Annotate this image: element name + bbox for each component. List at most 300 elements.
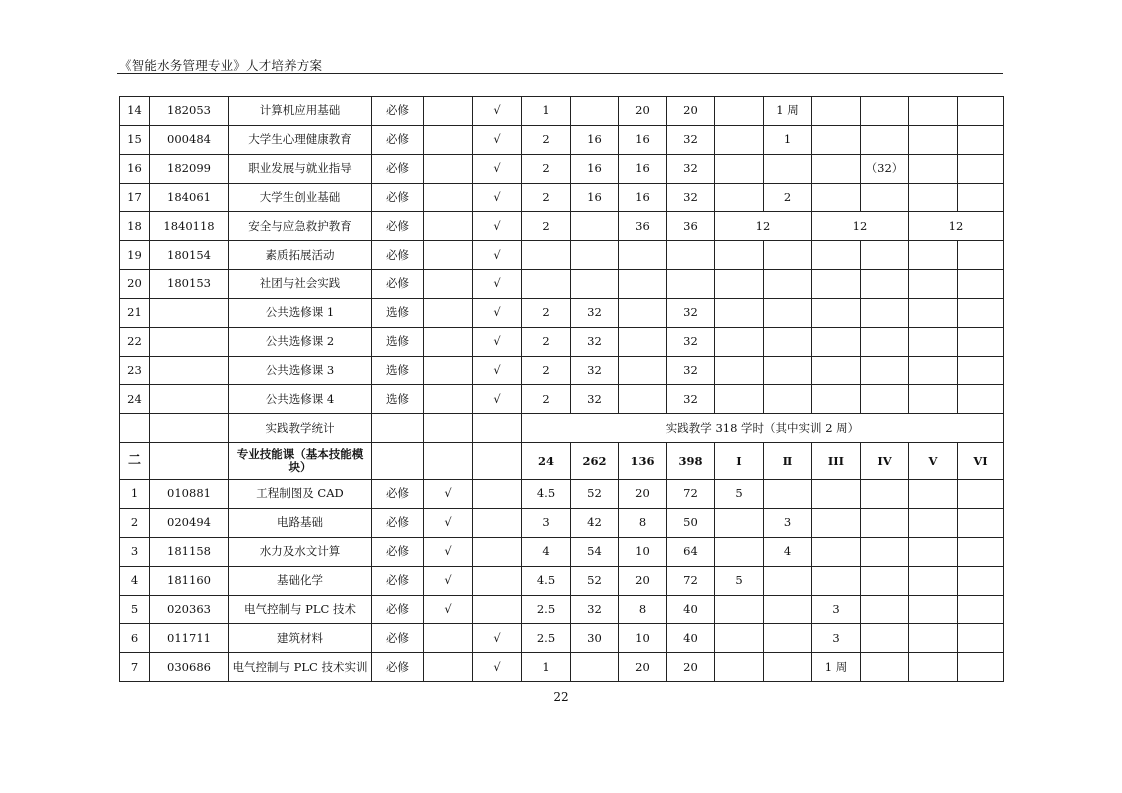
cell-theory-hours (571, 270, 619, 299)
cell-total-hours: 40 (667, 595, 715, 624)
cell-check: √ (473, 624, 522, 653)
cell-sem4 (861, 566, 909, 595)
cell-sem1 (715, 327, 764, 356)
cell-credits: 2 (522, 183, 571, 212)
cell-theory-hours: 16 (571, 183, 619, 212)
cell-sem1 (715, 241, 764, 270)
cell-code: 030686 (150, 653, 229, 682)
table-row (120, 270, 1004, 299)
cell-sem1 (715, 385, 764, 414)
cell-exam (424, 414, 473, 443)
cell-seq: 二 (120, 443, 150, 480)
cell-sem3: 3 (812, 624, 861, 653)
header-rule (117, 73, 1003, 74)
cell-course-name: 安全与应急救护教育 (229, 212, 372, 241)
cell-theory-hours: 32 (571, 298, 619, 327)
cell-seq: 22 (120, 327, 150, 356)
cell-sem2: 4 (764, 537, 812, 566)
table-row (120, 385, 1004, 414)
cell-check (473, 566, 522, 595)
cell-sem6: VI (958, 443, 1004, 480)
cell-sem3 (812, 356, 861, 385)
cell-sem4 (861, 624, 909, 653)
cell-practice-hours: 20 (619, 480, 667, 509)
cell-code: 011711 (150, 624, 229, 653)
cell-sem1 (715, 595, 764, 624)
cell-course-name: 大学生心理健康教育 (229, 125, 372, 154)
cell-sem1 (715, 154, 764, 183)
cell-seq: 3 (120, 537, 150, 566)
cell-exam (424, 241, 473, 270)
cell-seq: 17 (120, 183, 150, 212)
section-header-row (120, 443, 1004, 480)
cell-type: 必修 (372, 566, 424, 595)
cell-code: 181158 (150, 537, 229, 566)
cell-type: 选修 (372, 385, 424, 414)
cell-check (473, 537, 522, 566)
cell-course-name: 公共选修课 1 (229, 298, 372, 327)
cell-total-hours: 32 (667, 183, 715, 212)
cell-sem1-2: 12 (715, 212, 812, 241)
cell-sem2 (764, 480, 812, 509)
cell-sem2: 1 周 (764, 97, 812, 126)
cell-sem5 (909, 183, 958, 212)
cell-sem1: 5 (715, 480, 764, 509)
cell-sem3 (812, 154, 861, 183)
cell-exam (424, 154, 473, 183)
cell-total-hours: 32 (667, 125, 715, 154)
cell-sem6 (958, 298, 1004, 327)
cell-practice-hours: 10 (619, 537, 667, 566)
cell-sem6 (958, 270, 1004, 299)
cell-credits: 4.5 (522, 566, 571, 595)
cell-code (150, 298, 229, 327)
cell-check: √ (473, 97, 522, 126)
cell-sem4 (861, 508, 909, 537)
cell-course-name: 大学生创业基础 (229, 183, 372, 212)
cell-sem3 (812, 537, 861, 566)
table-row (120, 356, 1004, 385)
cell-course-name: 公共选修课 4 (229, 385, 372, 414)
cell-practice-hours: 20 (619, 97, 667, 126)
cell-theory-hours: 32 (571, 327, 619, 356)
cell-exam: √ (424, 508, 473, 537)
table-row (120, 508, 1004, 537)
cell-seq: 14 (120, 97, 150, 126)
cell-type: 必修 (372, 183, 424, 212)
cell-type: 选修 (372, 356, 424, 385)
cell-seq: 7 (120, 653, 150, 682)
cell-practice-hours: 20 (619, 566, 667, 595)
table-row (120, 154, 1004, 183)
cell-sem4 (861, 385, 909, 414)
cell-sem5 (909, 327, 958, 356)
cell-sem5 (909, 241, 958, 270)
cell-sem4 (861, 356, 909, 385)
cell-total-hours: 32 (667, 154, 715, 183)
cell-type (372, 443, 424, 480)
cell-code: 182053 (150, 97, 229, 126)
cell-exam (424, 327, 473, 356)
cell-sem5 (909, 508, 958, 537)
cell-type: 必修 (372, 508, 424, 537)
cell-seq: 20 (120, 270, 150, 299)
cell-sem4 (861, 327, 909, 356)
cell-sem5-6: 12 (909, 212, 1004, 241)
cell-sem3 (812, 97, 861, 126)
cell-total-hours: 32 (667, 385, 715, 414)
table-row (120, 414, 1004, 443)
cell-type: 必修 (372, 480, 424, 509)
cell-sem3 (812, 327, 861, 356)
cell-exam (424, 356, 473, 385)
cell-code: 010881 (150, 480, 229, 509)
cell-code (150, 443, 229, 480)
cell-course-name: 电路基础 (229, 508, 372, 537)
practice-stat-label: 实践教学统计 (229, 414, 372, 443)
table-row (120, 241, 1004, 270)
cell-code (150, 385, 229, 414)
cell-sem5 (909, 595, 958, 624)
cell-sem2 (764, 566, 812, 595)
cell-sem5 (909, 356, 958, 385)
cell-sem3 (812, 480, 861, 509)
cell-credits: 2.5 (522, 595, 571, 624)
table-row (120, 480, 1004, 509)
cell-check: √ (473, 385, 522, 414)
cell-sem2 (764, 327, 812, 356)
cell-sem3 (812, 125, 861, 154)
table-row (120, 624, 1004, 653)
cell-credits: 2 (522, 356, 571, 385)
cell-code: 000484 (150, 125, 229, 154)
cell-total-hours: 64 (667, 537, 715, 566)
cell-practice-hours: 36 (619, 212, 667, 241)
cell-seq: 1 (120, 480, 150, 509)
cell-total-hours: 398 (667, 443, 715, 480)
cell-sem4 (861, 595, 909, 624)
cell-practice-hours: 8 (619, 595, 667, 624)
cell-exam (424, 624, 473, 653)
cell-exam (424, 212, 473, 241)
cell-sem2: Ⅱ (764, 443, 812, 480)
cell-course-name: 素质拓展活动 (229, 241, 372, 270)
cell-course-name: 建筑材料 (229, 624, 372, 653)
cell-sem5 (909, 653, 958, 682)
cell-practice-hours (619, 385, 667, 414)
cell-check (473, 443, 522, 480)
cell-sem5 (909, 624, 958, 653)
cell-exam (424, 125, 473, 154)
cell-code: 181160 (150, 566, 229, 595)
document-header-title: 《智能水务管理专业》人才培养方案 (119, 58, 323, 73)
cell-total-hours: 20 (667, 653, 715, 682)
cell-sem3 (812, 508, 861, 537)
cell-sem1 (715, 356, 764, 385)
cell-theory-hours: 32 (571, 385, 619, 414)
cell-practice-hours: 20 (619, 653, 667, 682)
cell-total-hours: 32 (667, 327, 715, 356)
cell-exam (424, 443, 473, 480)
cell-sem1 (715, 298, 764, 327)
cell-sem2 (764, 653, 812, 682)
cell-sem2: 1 (764, 125, 812, 154)
table-row (120, 327, 1004, 356)
cell-course-name: 公共选修课 3 (229, 356, 372, 385)
cell-seq: 18 (120, 212, 150, 241)
cell-sem4 (861, 653, 909, 682)
cell-sem5 (909, 125, 958, 154)
page-number: 22 (553, 690, 569, 704)
cell-sem5 (909, 385, 958, 414)
cell-code (150, 356, 229, 385)
cell-sem1 (715, 508, 764, 537)
cell-theory-hours: 52 (571, 480, 619, 509)
cell-type: 必修 (372, 97, 424, 126)
cell-sem1: Ⅰ (715, 443, 764, 480)
cell-course-name: 专业技能课（基本技能模块） (229, 443, 372, 480)
cell-exam: √ (424, 566, 473, 595)
cell-practice-hours (619, 298, 667, 327)
cell-sem3 (812, 298, 861, 327)
cell-code (150, 414, 229, 443)
cell-sem6 (958, 241, 1004, 270)
cell-sem6 (958, 327, 1004, 356)
cell-practice-hours (619, 241, 667, 270)
cell-sem6 (958, 624, 1004, 653)
cell-check: √ (473, 653, 522, 682)
cell-total-hours (667, 241, 715, 270)
cell-sem2 (764, 298, 812, 327)
table-row (120, 212, 1004, 241)
cell-seq: 6 (120, 624, 150, 653)
cell-sem5 (909, 298, 958, 327)
cell-seq: 5 (120, 595, 150, 624)
cell-check (473, 480, 522, 509)
cell-sem1 (715, 270, 764, 299)
cell-sem3: 1 周 (812, 653, 861, 682)
cell-exam (424, 97, 473, 126)
cell-credits: 2 (522, 385, 571, 414)
cell-credits: 3 (522, 508, 571, 537)
cell-total-hours: 20 (667, 97, 715, 126)
table-row (120, 298, 1004, 327)
cell-exam (424, 183, 473, 212)
cell-theory-hours: 54 (571, 537, 619, 566)
cell-check (473, 508, 522, 537)
cell-sem5 (909, 97, 958, 126)
cell-course-name: 电气控制与 PLC 技术实训 (229, 653, 372, 682)
cell-sem1 (715, 183, 764, 212)
cell-total-hours: 72 (667, 480, 715, 509)
cell-sem3: 3 (812, 595, 861, 624)
cell-sem2 (764, 241, 812, 270)
cell-practice-hours: 16 (619, 183, 667, 212)
cell-sem6 (958, 385, 1004, 414)
cell-course-name: 基础化学 (229, 566, 372, 595)
cell-check: √ (473, 154, 522, 183)
cell-course-name: 社团与社会实践 (229, 270, 372, 299)
cell-sem1 (715, 97, 764, 126)
cell-course-name: 电气控制与 PLC 技术 (229, 595, 372, 624)
cell-course-name: 工程制图及 CAD (229, 480, 372, 509)
cell-check (473, 414, 522, 443)
cell-code: 182099 (150, 154, 229, 183)
cell-theory-hours: 16 (571, 154, 619, 183)
cell-credits (522, 241, 571, 270)
cell-sem5 (909, 480, 958, 509)
cell-sem2 (764, 270, 812, 299)
cell-check: √ (473, 270, 522, 299)
cell-credits: 2 (522, 298, 571, 327)
cell-practice-hours (619, 270, 667, 299)
cell-sem1 (715, 537, 764, 566)
cell-credits: 2 (522, 212, 571, 241)
cell-sem4 (861, 125, 909, 154)
cell-credits: 24 (522, 443, 571, 480)
cell-sem6 (958, 183, 1004, 212)
cell-exam (424, 653, 473, 682)
cell-sem2 (764, 154, 812, 183)
cell-sem1 (715, 125, 764, 154)
cell-seq: 24 (120, 385, 150, 414)
cell-sem4 (861, 241, 909, 270)
cell-theory-hours (571, 97, 619, 126)
cell-sem4: （32） (861, 154, 909, 183)
cell-theory-hours: 32 (571, 595, 619, 624)
cell-theory-hours: 52 (571, 566, 619, 595)
cell-type: 必修 (372, 212, 424, 241)
cell-sem3: III (812, 443, 861, 480)
cell-type: 必修 (372, 653, 424, 682)
cell-seq: 2 (120, 508, 150, 537)
cell-sem3 (812, 385, 861, 414)
cell-theory-hours: 16 (571, 125, 619, 154)
cell-practice-hours: 16 (619, 154, 667, 183)
cell-theory-hours (571, 212, 619, 241)
cell-seq (120, 414, 150, 443)
table-row (120, 595, 1004, 624)
cell-course-name: 水力及水文计算 (229, 537, 372, 566)
cell-check: √ (473, 356, 522, 385)
cell-seq: 23 (120, 356, 150, 385)
cell-credits: 1 (522, 653, 571, 682)
cell-theory-hours (571, 241, 619, 270)
cell-sem1: 5 (715, 566, 764, 595)
cell-sem4 (861, 270, 909, 299)
curriculum-table (119, 96, 1004, 682)
cell-exam (424, 385, 473, 414)
table-row (120, 183, 1004, 212)
cell-sem6 (958, 480, 1004, 509)
cell-exam (424, 298, 473, 327)
cell-code: 020494 (150, 508, 229, 537)
cell-code: 180153 (150, 270, 229, 299)
cell-check: √ (473, 241, 522, 270)
cell-sem3-4: 12 (812, 212, 909, 241)
cell-sem1 (715, 624, 764, 653)
cell-sem2 (764, 595, 812, 624)
cell-sem4 (861, 97, 909, 126)
cell-credits: 2 (522, 125, 571, 154)
cell-code: 180154 (150, 241, 229, 270)
cell-sem5 (909, 566, 958, 595)
cell-practice-hours: 8 (619, 508, 667, 537)
cell-theory-hours (571, 653, 619, 682)
cell-sem5 (909, 537, 958, 566)
cell-exam: √ (424, 595, 473, 624)
cell-practice-hours (619, 327, 667, 356)
cell-practice-hours: 10 (619, 624, 667, 653)
cell-credits (522, 270, 571, 299)
cell-sem2 (764, 385, 812, 414)
cell-sem5 (909, 154, 958, 183)
cell-total-hours: 36 (667, 212, 715, 241)
cell-seq: 16 (120, 154, 150, 183)
cell-sem2 (764, 624, 812, 653)
cell-seq: 21 (120, 298, 150, 327)
cell-type: 必修 (372, 270, 424, 299)
cell-practice-hours: 136 (619, 443, 667, 480)
cell-check: √ (473, 212, 522, 241)
table-row (120, 653, 1004, 682)
cell-code: 1840118 (150, 212, 229, 241)
cell-check: √ (473, 298, 522, 327)
cell-code (150, 327, 229, 356)
cell-sem1 (715, 653, 764, 682)
cell-theory-hours: 32 (571, 356, 619, 385)
cell-credits: 4.5 (522, 480, 571, 509)
cell-exam: √ (424, 480, 473, 509)
cell-type: 必修 (372, 595, 424, 624)
cell-sem6 (958, 537, 1004, 566)
cell-sem3 (812, 270, 861, 299)
cell-exam: √ (424, 537, 473, 566)
cell-sem4: IV (861, 443, 909, 480)
cell-sem6 (958, 653, 1004, 682)
cell-sem4 (861, 183, 909, 212)
cell-total-hours: 32 (667, 298, 715, 327)
cell-credits: 1 (522, 97, 571, 126)
cell-check: √ (473, 125, 522, 154)
cell-sem6 (958, 97, 1004, 126)
cell-sem4 (861, 298, 909, 327)
cell-total-hours: 32 (667, 356, 715, 385)
cell-theory-hours: 42 (571, 508, 619, 537)
cell-seq: 19 (120, 241, 150, 270)
cell-check (473, 595, 522, 624)
cell-sem2: 2 (764, 183, 812, 212)
cell-type: 必修 (372, 624, 424, 653)
cell-sem6 (958, 595, 1004, 624)
cell-practice-hours: 16 (619, 125, 667, 154)
practice-stat-summary: 实践教学 318 学时（其中实训 2 周） (522, 414, 1004, 443)
cell-theory-hours: 262 (571, 443, 619, 480)
cell-sem6 (958, 125, 1004, 154)
cell-total-hours: 50 (667, 508, 715, 537)
cell-exam (424, 270, 473, 299)
cell-credits: 2.5 (522, 624, 571, 653)
cell-sem6 (958, 566, 1004, 595)
cell-sem4 (861, 480, 909, 509)
cell-seq: 15 (120, 125, 150, 154)
cell-course-name: 计算机应用基础 (229, 97, 372, 126)
cell-type: 选修 (372, 298, 424, 327)
cell-sem4 (861, 537, 909, 566)
cell-type: 选修 (372, 327, 424, 356)
cell-sem6 (958, 154, 1004, 183)
cell-code: 020363 (150, 595, 229, 624)
